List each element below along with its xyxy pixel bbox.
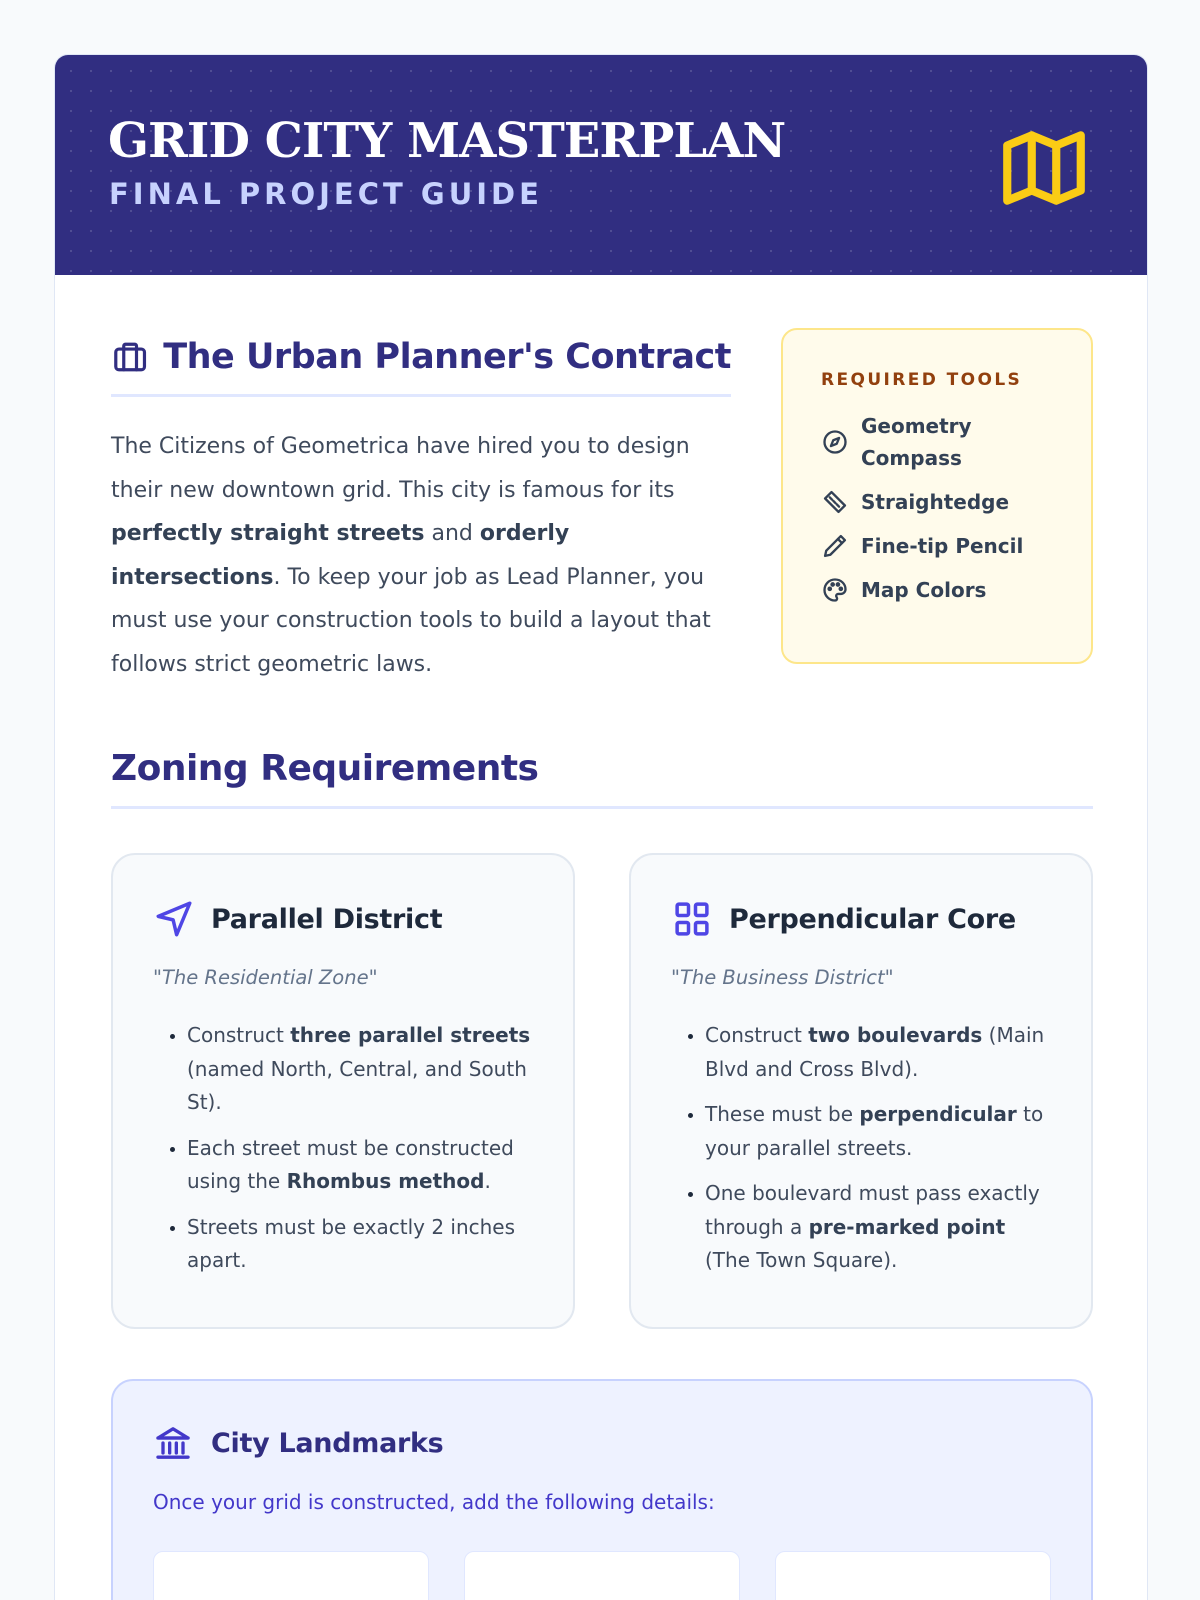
card-quote: "The Business District"	[671, 966, 894, 989]
pencil-icon	[821, 532, 849, 560]
contract-title: The Urban Planner's Contract	[163, 337, 731, 377]
tools-title: REQUIRED TOOLS	[821, 370, 1023, 390]
requirements-list	[153, 1019, 533, 1278]
card-title: Parallel District	[211, 903, 443, 935]
tool-item	[821, 530, 1055, 562]
page-subtitle: FINAL PROJECT GUIDE	[109, 177, 543, 211]
tool-label: Straightedge	[861, 490, 1010, 514]
tool-label: Geometry Compass	[861, 414, 972, 470]
landmark-icon	[153, 1423, 193, 1463]
list-item: • Construct two boulevards (Main Blvd and Cross Blvd).	[705, 1019, 1051, 1086]
landmark-card	[464, 1551, 740, 1600]
tool-label: Map Colors	[861, 578, 987, 602]
tool-item	[821, 574, 1055, 606]
tool-label: Fine-tip Pencil	[861, 534, 1024, 558]
perpendicular-core-card	[629, 853, 1093, 1329]
landmark-card	[153, 1551, 429, 1600]
navigation-icon	[153, 898, 195, 940]
tool-item	[821, 410, 1055, 474]
contract-heading	[111, 331, 731, 397]
zoning-heading	[111, 745, 1093, 809]
ruler-icon	[821, 488, 849, 516]
list-item: • One boulevard must pass exactly through a pre-marked point (The Town Square).	[705, 1177, 1051, 1278]
compass-icon	[821, 428, 849, 456]
map-icon	[995, 119, 1093, 217]
card-quote: "The Residential Zone"	[153, 966, 378, 989]
tool-item	[821, 486, 1055, 518]
page-title: GRID CITY MASTERPLAN	[108, 113, 786, 169]
contract-text: The Citizens of Geometrica have hired you to design their new downtown grid. This city is famous for its perfectly straight streets and orderly intersections. To keep your job as Lead Planner, you must use your construction tools to build a layout that follows strict geometric laws.	[111, 434, 711, 677]
landmark-card	[775, 1551, 1051, 1600]
list-item: • Each street must be constructed using the Rhombus method.	[187, 1132, 533, 1199]
landmarks-title: City Landmarks	[211, 1427, 444, 1459]
zoning-title: Zoning Requirements	[111, 748, 539, 789]
grid-icon	[671, 898, 713, 940]
card-title: Perpendicular Core	[729, 903, 1016, 935]
list-item: • Construct three parallel streets (named North, Central, and South St).	[187, 1019, 533, 1120]
list-item: • Streets must be exactly 2 inches apart.	[187, 1211, 533, 1278]
city-landmarks-panel	[111, 1379, 1093, 1600]
guide-page	[54, 54, 1148, 1600]
landmark-cards	[153, 1551, 1051, 1600]
landmarks-subtitle: Once your grid is constructed, add the following details:	[153, 1490, 715, 1514]
palette-icon	[821, 576, 849, 604]
parallel-district-card	[111, 853, 575, 1329]
required-tools-panel	[781, 328, 1093, 664]
briefcase-icon	[111, 337, 149, 377]
list-item: • These must be perpendicular to your parallel streets.	[705, 1098, 1051, 1165]
header-banner	[55, 55, 1147, 275]
requirements-list	[671, 1019, 1051, 1278]
